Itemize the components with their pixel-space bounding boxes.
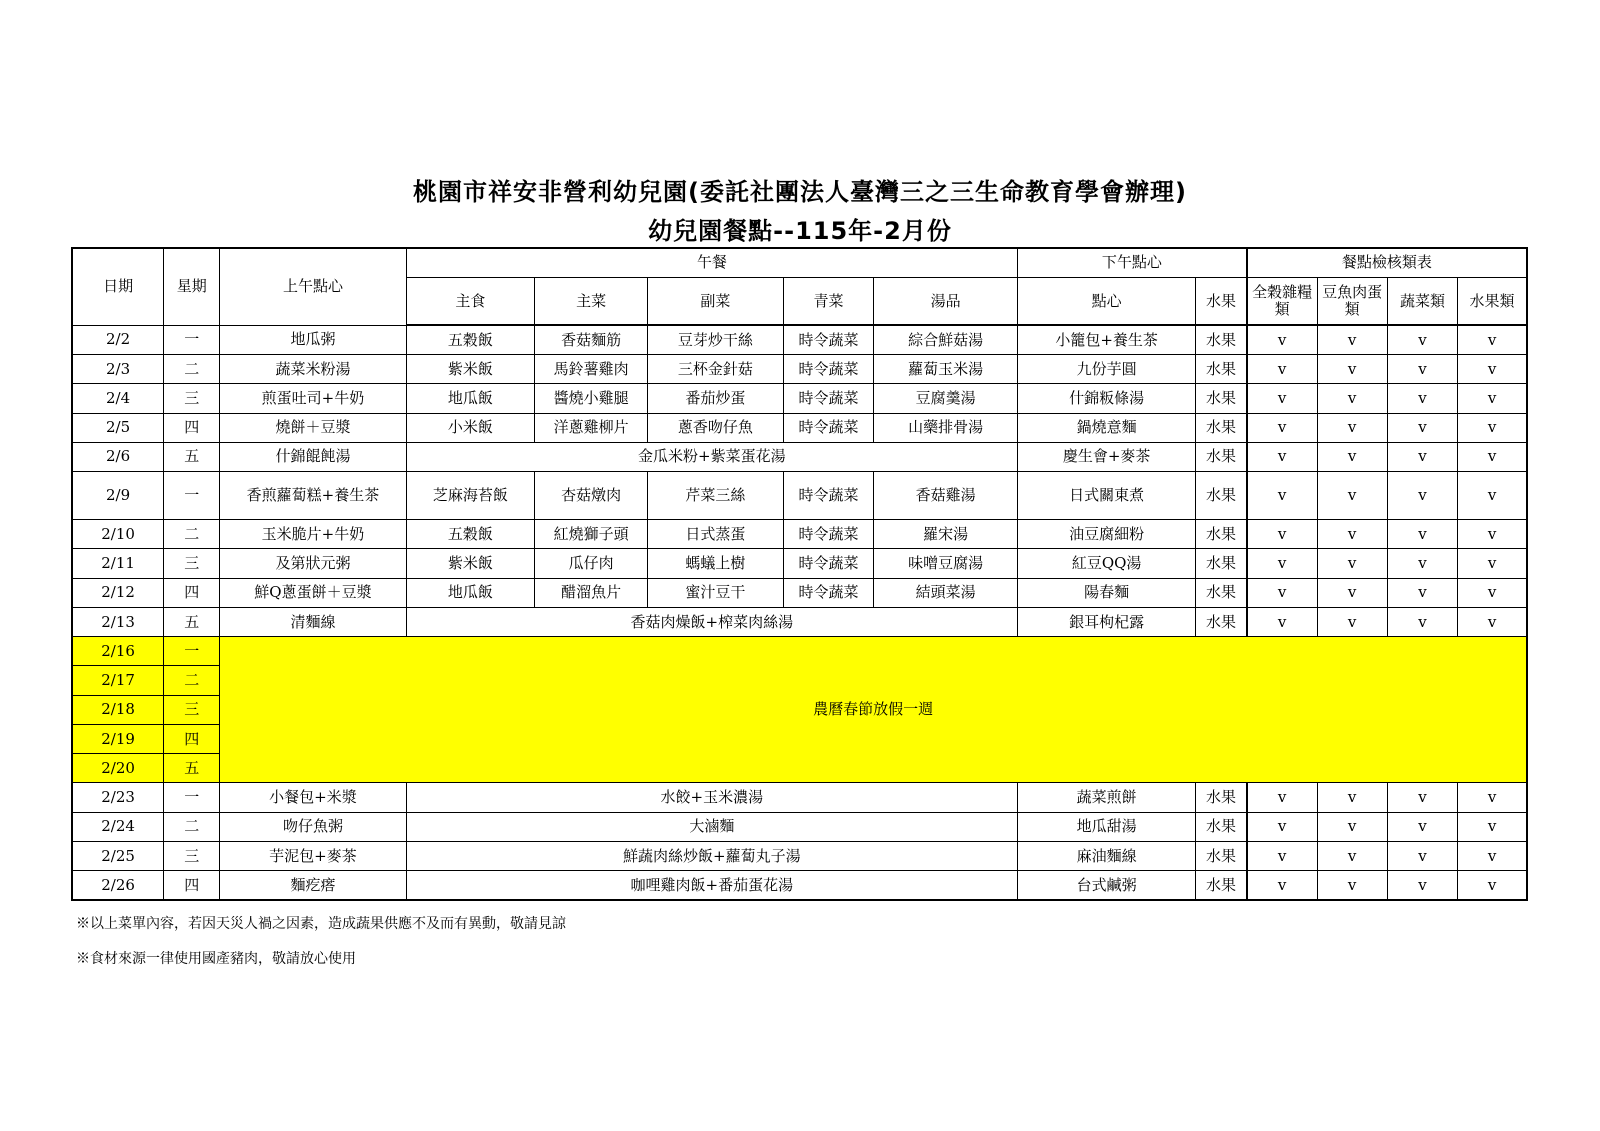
header-afternoon-snack: 下午點心: [1017, 248, 1246, 277]
header-checklist: 餐點檢核類表: [1247, 248, 1527, 277]
side-dish-cell: 蜜汁豆干: [648, 578, 784, 607]
check-protein: v: [1317, 607, 1387, 636]
lunch-combined-cell: 水餃+玉米濃湯: [406, 783, 1017, 812]
main-dish-cell: 洋蔥雞柳片: [535, 413, 648, 442]
check-fruits: v: [1458, 578, 1527, 607]
morning-snack-cell: 燒餅＋豆漿: [220, 413, 406, 442]
greens-cell: 時令蔬菜: [783, 578, 874, 607]
fruit-cell: 水果: [1196, 355, 1247, 384]
morning-snack-cell: 麵疙瘩: [220, 871, 406, 900]
header-soup: 湯品: [874, 277, 1018, 325]
fruit-cell: 水果: [1196, 812, 1247, 841]
table-row: [72, 520, 1527, 549]
check-vegetables: v: [1387, 472, 1457, 520]
weekday-cell: 四: [164, 578, 220, 607]
check-vegetables: v: [1387, 783, 1457, 812]
check-fruits: v: [1458, 812, 1527, 841]
morning-snack-cell: 小餐包+米漿: [220, 783, 406, 812]
morning-snack-cell: 及第狀元粥: [220, 549, 406, 578]
check-vegetables: v: [1387, 413, 1457, 442]
afternoon-snack-cell: 紅豆QQ湯: [1017, 549, 1195, 578]
lunch-combined-cell: 香菇肉燥飯+榨菜肉絲湯: [406, 607, 1017, 636]
check-vegetables: v: [1387, 578, 1457, 607]
weekday-cell: 四: [164, 871, 220, 900]
date-cell: 2/10: [72, 520, 164, 549]
date-cell: 2/17: [72, 666, 164, 695]
staple-cell: 五穀飯: [406, 520, 534, 549]
staple-cell: 小米飯: [406, 413, 534, 442]
header-side-dish: 副菜: [648, 277, 784, 325]
weekday-cell: 一: [164, 472, 220, 520]
check-grains: v: [1247, 442, 1317, 471]
table-row: [72, 549, 1527, 578]
date-cell: 2/24: [72, 812, 164, 841]
soup-cell: 綜合鮮菇湯: [874, 325, 1018, 354]
morning-snack-cell: 吻仔魚粥: [220, 812, 406, 841]
staple-cell: 芝麻海苔飯: [406, 472, 534, 520]
check-vegetables: v: [1387, 355, 1457, 384]
meal-table: [71, 247, 1528, 901]
lunch-combined-cell: 大滷麵: [406, 812, 1017, 841]
table-row: [72, 325, 1527, 354]
date-cell: 2/12: [72, 578, 164, 607]
page-subtitle: 幼兒園餐點--115年-2月份: [648, 217, 952, 245]
side-dish-cell: 蔥香吻仔魚: [648, 413, 784, 442]
check-grains: v: [1247, 549, 1317, 578]
header-date: 日期: [72, 248, 164, 325]
staple-cell: 地瓜飯: [406, 384, 534, 413]
main-dish-cell: 杏菇燉肉: [535, 472, 648, 520]
greens-cell: 時令蔬菜: [783, 384, 874, 413]
lunch-combined-cell: 咖哩雞肉飯+番茄蛋花湯: [406, 871, 1017, 900]
main-dish-cell: 醬燒小雞腿: [535, 384, 648, 413]
table-row: [72, 841, 1527, 870]
morning-snack-cell: 地瓜粥: [220, 325, 406, 354]
check-grains: v: [1247, 812, 1317, 841]
date-cell: 2/3: [72, 355, 164, 384]
check-protein: v: [1317, 841, 1387, 870]
check-vegetables: v: [1387, 841, 1457, 870]
weekday-cell: 二: [164, 520, 220, 549]
greens-cell: 時令蔬菜: [783, 325, 874, 354]
date-cell: 2/19: [72, 724, 164, 753]
weekday-cell: 三: [164, 695, 220, 724]
check-fruits: v: [1458, 783, 1527, 812]
header-weekday: 星期: [164, 248, 220, 325]
note-2: ※食材來源一律使用國產豬肉，敬請放心使用: [76, 951, 356, 967]
main-dish-cell: 瓜仔肉: [535, 549, 648, 578]
check-vegetables: v: [1387, 549, 1457, 578]
side-dish-cell: 三杯金針菇: [648, 355, 784, 384]
check-vegetables: v: [1387, 607, 1457, 636]
afternoon-snack-cell: 什錦粄條湯: [1017, 384, 1195, 413]
check-fruits: v: [1458, 355, 1527, 384]
check-grains: v: [1247, 578, 1317, 607]
check-protein: v: [1317, 520, 1387, 549]
header-vegetables: 蔬菜類: [1387, 277, 1457, 325]
date-cell: 2/13: [72, 607, 164, 636]
soup-cell: 山藥排骨湯: [874, 413, 1018, 442]
check-fruits: v: [1458, 413, 1527, 442]
fruit-cell: 水果: [1196, 607, 1247, 636]
check-vegetables: v: [1387, 871, 1457, 900]
check-grains: v: [1247, 413, 1317, 442]
header-fruits-category: 水果類: [1458, 277, 1527, 325]
weekday-cell: 三: [164, 549, 220, 578]
check-grains: v: [1247, 783, 1317, 812]
weekday-cell: 五: [164, 607, 220, 636]
soup-cell: 結頭菜湯: [874, 578, 1018, 607]
greens-cell: 時令蔬菜: [783, 413, 874, 442]
morning-snack-cell: 芋泥包+麥茶: [220, 841, 406, 870]
afternoon-snack-cell: 蔬菜煎餅: [1017, 783, 1195, 812]
weekday-cell: 一: [164, 783, 220, 812]
check-vegetables: v: [1387, 325, 1457, 354]
table-row: [72, 384, 1527, 413]
morning-snack-cell: 煎蛋吐司+牛奶: [220, 384, 406, 413]
date-cell: 2/11: [72, 549, 164, 578]
main-dish-cell: 醋溜魚片: [535, 578, 648, 607]
check-protein: v: [1317, 355, 1387, 384]
weekday-cell: 四: [164, 724, 220, 753]
check-protein: v: [1317, 783, 1387, 812]
check-fruits: v: [1458, 472, 1527, 520]
check-grains: v: [1247, 384, 1317, 413]
lunch-combined-cell: 鮮蔬肉絲炒飯+蘿蔔丸子湯: [406, 841, 1017, 870]
morning-snack-cell: 香煎蘿蔔糕+養生茶: [220, 472, 406, 520]
check-protein: v: [1317, 549, 1387, 578]
fruit-cell: 水果: [1196, 472, 1247, 520]
check-grains: v: [1247, 841, 1317, 870]
side-dish-cell: 螞蟻上樹: [648, 549, 784, 578]
table-row: [72, 472, 1527, 520]
fruit-cell: 水果: [1196, 413, 1247, 442]
check-fruits: v: [1458, 841, 1527, 870]
page-title: 桃園市祥安非營利幼兒園(委託社團法人臺灣三之三生命教育學會辦理): [413, 178, 1187, 206]
header-lunch: 午餐: [406, 248, 1017, 277]
morning-snack-cell: 蔬菜米粉湯: [220, 355, 406, 384]
table-row: [72, 578, 1527, 607]
check-grains: v: [1247, 355, 1317, 384]
morning-snack-cell: 玉米脆片+牛奶: [220, 520, 406, 549]
check-protein: v: [1317, 442, 1387, 471]
greens-cell: 時令蔬菜: [783, 355, 874, 384]
soup-cell: 香菇雞湯: [874, 472, 1018, 520]
fruit-cell: 水果: [1196, 384, 1247, 413]
check-fruits: v: [1458, 520, 1527, 549]
afternoon-snack-cell: 日式關東煮: [1017, 472, 1195, 520]
side-dish-cell: 日式蒸蛋: [648, 520, 784, 549]
date-cell: 2/20: [72, 754, 164, 783]
check-fruits: v: [1458, 442, 1527, 471]
morning-snack-cell: 清麵線: [220, 607, 406, 636]
main-dish-cell: 馬鈴薯雞肉: [535, 355, 648, 384]
weekday-cell: 一: [164, 325, 220, 354]
table-row: [72, 783, 1527, 812]
check-grains: v: [1247, 520, 1317, 549]
fruit-cell: 水果: [1196, 871, 1247, 900]
check-vegetables: v: [1387, 812, 1457, 841]
soup-cell: 味噌豆腐湯: [874, 549, 1018, 578]
check-protein: v: [1317, 413, 1387, 442]
check-grains: v: [1247, 472, 1317, 520]
greens-cell: 時令蔬菜: [783, 549, 874, 578]
check-fruits: v: [1458, 607, 1527, 636]
fruit-cell: 水果: [1196, 783, 1247, 812]
main-dish-cell: 紅燒獅子頭: [535, 520, 648, 549]
side-dish-cell: 芹菜三絲: [648, 472, 784, 520]
afternoon-snack-cell: 慶生會+麥茶: [1017, 442, 1195, 471]
header-snack: 點心: [1017, 277, 1195, 325]
check-protein: v: [1317, 472, 1387, 520]
table-row: [72, 413, 1527, 442]
afternoon-snack-cell: 麻油麵線: [1017, 841, 1195, 870]
main-dish-cell: 香菇麵筋: [535, 325, 648, 354]
check-protein: v: [1317, 871, 1387, 900]
check-vegetables: v: [1387, 442, 1457, 471]
holiday-label: 農曆春節放假一週: [220, 637, 1527, 783]
table-row: [72, 871, 1527, 900]
header-grains: 全穀雜糧類: [1247, 277, 1317, 325]
afternoon-snack-cell: 銀耳枸杞露: [1017, 607, 1195, 636]
fruit-cell: 水果: [1196, 578, 1247, 607]
fruit-cell: 水果: [1196, 442, 1247, 471]
date-cell: 2/25: [72, 841, 164, 870]
header-main-dish: 主菜: [535, 277, 648, 325]
morning-snack-cell: 什錦餛飩湯: [220, 442, 406, 471]
weekday-cell: 一: [164, 637, 220, 666]
afternoon-snack-cell: 地瓜甜湯: [1017, 812, 1195, 841]
header-fruit: 水果: [1196, 277, 1247, 325]
greens-cell: 時令蔬菜: [783, 472, 874, 520]
fruit-cell: 水果: [1196, 325, 1247, 354]
header-staple: 主食: [406, 277, 534, 325]
afternoon-snack-cell: 台式鹹粥: [1017, 871, 1195, 900]
check-grains: v: [1247, 325, 1317, 354]
check-fruits: v: [1458, 384, 1527, 413]
weekday-cell: 五: [164, 754, 220, 783]
soup-cell: 羅宋湯: [874, 520, 1018, 549]
check-protein: v: [1317, 325, 1387, 354]
lunch-combined-cell: 金瓜米粉+紫菜蛋花湯: [406, 442, 1017, 471]
date-cell: 2/5: [72, 413, 164, 442]
date-cell: 2/2: [72, 325, 164, 354]
check-vegetables: v: [1387, 384, 1457, 413]
check-grains: v: [1247, 871, 1317, 900]
staple-cell: 地瓜飯: [406, 578, 534, 607]
check-fruits: v: [1458, 871, 1527, 900]
weekday-cell: 五: [164, 442, 220, 471]
check-protein: v: [1317, 578, 1387, 607]
date-cell: 2/26: [72, 871, 164, 900]
check-protein: v: [1317, 384, 1387, 413]
header-greens: 青菜: [783, 277, 874, 325]
check-fruits: v: [1458, 325, 1527, 354]
afternoon-snack-cell: 鍋燒意麵: [1017, 413, 1195, 442]
soup-cell: 豆腐羹湯: [874, 384, 1018, 413]
soup-cell: 蘿蔔玉米湯: [874, 355, 1018, 384]
date-cell: 2/18: [72, 695, 164, 724]
fruit-cell: 水果: [1196, 841, 1247, 870]
side-dish-cell: 番茄炒蛋: [648, 384, 784, 413]
weekday-cell: 二: [164, 666, 220, 695]
check-vegetables: v: [1387, 520, 1457, 549]
afternoon-snack-cell: 油豆腐細粉: [1017, 520, 1195, 549]
weekday-cell: 四: [164, 413, 220, 442]
morning-snack-cell: 鮮Q蔥蛋餅＋豆漿: [220, 578, 406, 607]
side-dish-cell: 豆芽炒干絲: [648, 325, 784, 354]
note-1: ※以上菜單內容，若因天災人禍之因素，造成蔬果供應不及而有異動，敬請見諒: [76, 916, 566, 932]
weekday-cell: 二: [164, 355, 220, 384]
weekday-cell: 三: [164, 384, 220, 413]
weekday-cell: 三: [164, 841, 220, 870]
date-cell: 2/23: [72, 783, 164, 812]
table-row: [72, 812, 1527, 841]
date-cell: 2/4: [72, 384, 164, 413]
afternoon-snack-cell: 九份芋圓: [1017, 355, 1195, 384]
check-grains: v: [1247, 607, 1317, 636]
table-row: [72, 442, 1527, 471]
check-protein: v: [1317, 812, 1387, 841]
header-protein: 豆魚肉蛋類: [1317, 277, 1387, 325]
weekday-cell: 二: [164, 812, 220, 841]
afternoon-snack-cell: 小籠包+養生茶: [1017, 325, 1195, 354]
date-cell: 2/9: [72, 472, 164, 520]
check-fruits: v: [1458, 549, 1527, 578]
staple-cell: 紫米飯: [406, 549, 534, 578]
table-row: [72, 607, 1527, 636]
header-morning-snack: 上午點心: [220, 248, 406, 325]
fruit-cell: 水果: [1196, 520, 1247, 549]
greens-cell: 時令蔬菜: [783, 520, 874, 549]
afternoon-snack-cell: 陽春麵: [1017, 578, 1195, 607]
fruit-cell: 水果: [1196, 549, 1247, 578]
date-cell: 2/6: [72, 442, 164, 471]
date-cell: 2/16: [72, 637, 164, 666]
table-row: [72, 355, 1527, 384]
staple-cell: 五穀飯: [406, 325, 534, 354]
staple-cell: 紫米飯: [406, 355, 534, 384]
holiday-row: [72, 637, 1527, 666]
